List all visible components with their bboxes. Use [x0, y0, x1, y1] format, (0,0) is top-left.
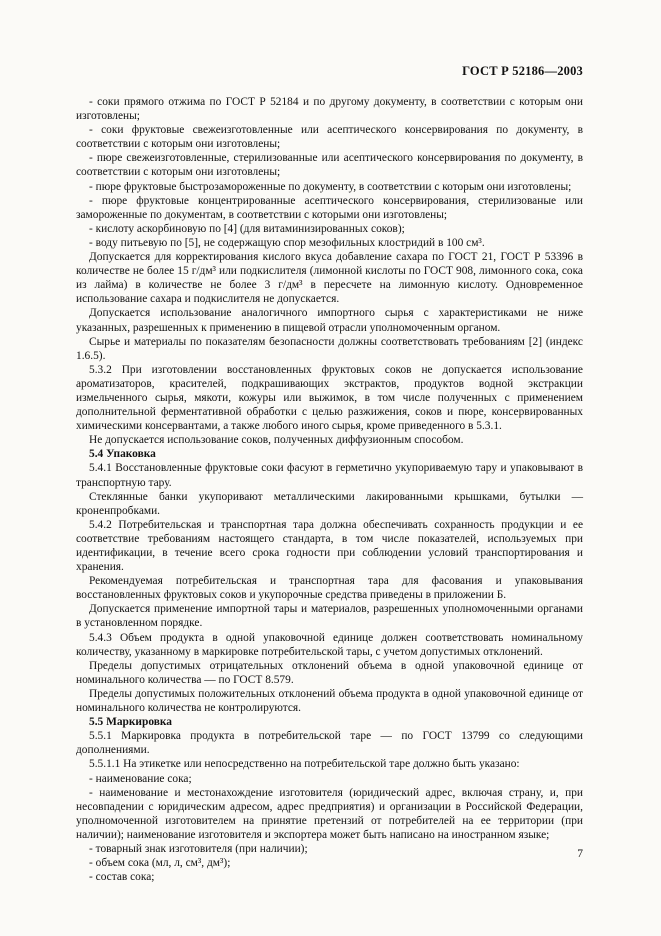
paragraph: - кислоту аскорбиновую по [4] (для витаминизированных соков);: [89, 222, 405, 235]
paragraph: - наименование и местонахождение изготовителя (юридический адрес, включая страну, и, при несовпадении с юридическим адресом, адрес предприятия) и организации в Российской Федерации, уполномоченной изготовителем на принятие претензий от потребителей на ее территории (при наличии); наименование изготовителя и экспортера может быть написано на иностранном языке;: [76, 786, 583, 841]
paragraph: Сырье и материалы по показателям безопасности должны соответствовать требованиям [2] (индекс 1.6.5).: [76, 335, 583, 362]
paragraph: - объем сока (мл, л, см³, дм³);: [89, 857, 231, 870]
paragraph: 5.3.2 При изготовлении восстановленных фруктовых соков не допускается использование ароматизаторов, красителей, подкрашивающих экстрактов, продуктов водной экстракции измельченного сырья, мякоти, кожуры или выжимок, в том числе полученных с применением дополнительной ферментативной обработки с целью разжижения, соков и пюре, консервированных химическими консервантами, а также любого иного сырья, кроме приведенного в 5.3.1.: [76, 363, 583, 433]
paragraph: 5.5.1 Маркировка продукта в потребительской таре — по ГОСТ 13799 со следующими дополнениями.: [76, 730, 583, 757]
page-number: 7: [577, 848, 583, 860]
paragraph: - воду питьевую по [5], не содержащую спор мезофильных клостридий в 100 см³.: [89, 236, 485, 249]
document-body: [76, 95, 583, 884]
paragraph: 5.4.3 Объем продукта в одной упаковочной единице должен соответствовать номинальному количеству, указанному в маркировке потребительской тары, с учетом допустимых отклонений.: [76, 631, 583, 658]
paragraph: Рекомендуемая потребительская и транспортная тара для фасования и упаковывания восстановленных фруктовых соков и укупорочные средства приведены в приложении Б.: [76, 575, 583, 602]
paragraph: - соки фруктовые свежеизготовленные или асептического консервирования по документу, в соответствии с которым они изготовлены;: [76, 124, 583, 151]
paragraph: - пюре свежеизготовленные, стерилизованные или асептического консервирования по документу, в соответствии с которым они изготовлены;: [76, 152, 583, 179]
paragraph: - состав сока;: [89, 871, 155, 884]
paragraph: 5.4.1 Восстановленные фруктовые соки фасуют в герметично укупориваемую тару и упаковывают в транспортную тару.: [76, 462, 583, 489]
paragraph: Допускается для корректирования кислого вкуса добавление сахара по ГОСТ 21, ГОСТ Р 53396 в количестве не более 15 г/дм³ или подкислителя (лимонной кислоты по ГОСТ 908, лимонного сока, сока из лайма) в количестве не более 3 г/дм³ в пересчете на лимонную кислоту. Одновременное использование сахара и подкислителя не допускается.: [76, 251, 583, 306]
paragraph: Допускается применение импортной тары и материалов, разрешенных уполномоченными органами в установленном порядке.: [76, 603, 583, 630]
paragraph: 5.4.2 Потребительская и транспортная тара должна обеспечивать сохранность продукции и ее соответствие требованиям настоящего стандарта, в том числе показателей, используемых при идентификации, в течение всего срока годности при соблюдении условий транспортирования и хранения.: [76, 518, 583, 574]
paragraph: Стеклянные банки укупоривают металлическими лакированными крышками, бутылки — кроненпробками.: [76, 490, 583, 517]
paragraph: - пюре фруктовые быстрозамороженные по документу, в соответствии с которым они изготовлены;: [89, 180, 572, 193]
paragraph: Не допускается использование соков, полученных диффузионным способом.: [89, 434, 464, 447]
standard-header: ГОСТ Р 52186—2003: [462, 64, 583, 78]
paragraph: - наименование сока;: [89, 772, 192, 785]
paragraph: Допускается использование аналогичного импортного сырья с характеристиками не ниже указанных, разрешенных к применению в пищевой отрасли уполномоченным органом.: [76, 307, 583, 334]
paragraph: Пределы допустимых положительных отклонений объема продукта в одной упаковочной единице от номинального количества не контролируются.: [76, 687, 583, 715]
paragraph: - соки прямого отжима по ГОСТ Р 52184 и по другому документу, в соответствии с которым они изготовлены;: [76, 96, 583, 123]
section-heading: 5.5 Маркировка: [89, 716, 172, 729]
paragraph: - товарный знак изготовителя (при наличии);: [89, 842, 308, 855]
paragraph: Пределы допустимых отрицательных отклонений объема в одной упаковочной единице от номинального количества — по ГОСТ 8.579.: [76, 659, 583, 686]
paragraph: - пюре фруктовые концентрированные асептического консервирования, стерилизованые или замороженные по документам, в соответствии с которыми они изготовлены;: [76, 194, 583, 221]
paragraph: 5.5.1.1 На этикетке или непосредственно на потребительской таре должно быть указано:: [89, 758, 520, 771]
section-heading: 5.4 Упаковка: [89, 448, 156, 461]
